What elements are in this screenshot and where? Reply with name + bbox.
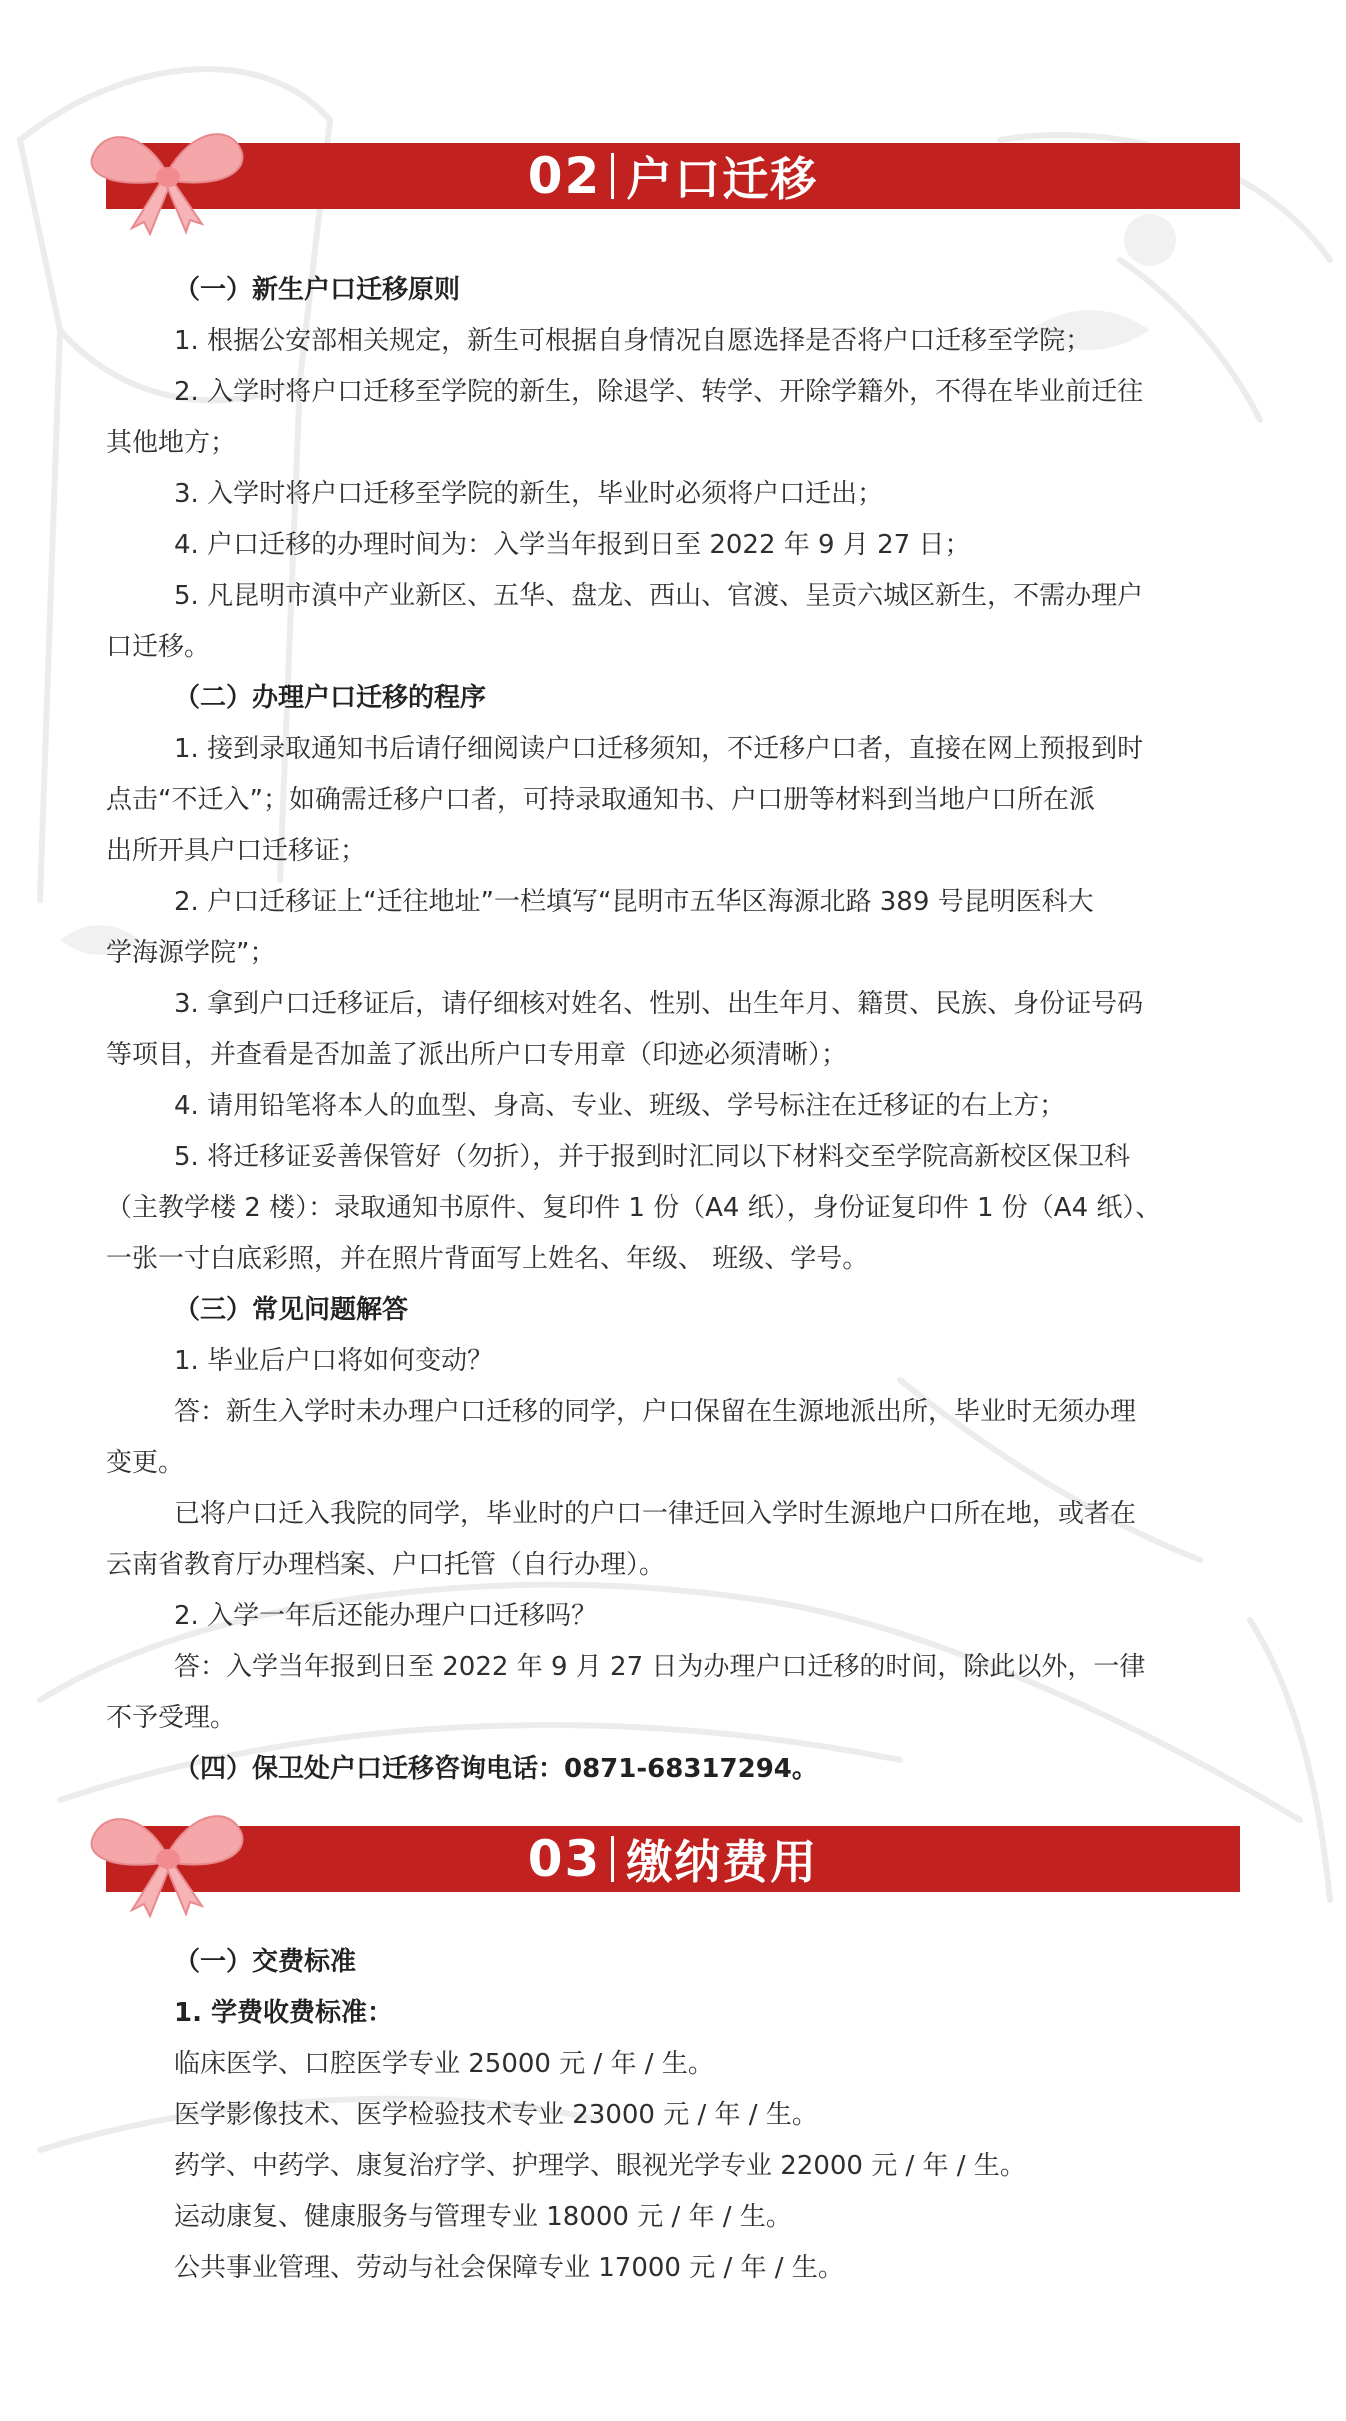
tuition-item: 临床医学、口腔医学专业 25000 元 / 年 / 生。 — [174, 2049, 714, 2079]
section-03-number: 03 — [527, 1830, 602, 1888]
paragraph-line: 其他地方； — [106, 428, 237, 458]
sub-heading-fee-standard: （一）交费标准 — [174, 1947, 357, 1977]
paragraph-line: 1. 根据公安部相关规定，新生可根据自身情况自愿选择是否将户口迁移至学院； — [174, 326, 1092, 356]
contact-phone-line: （四）保卫处户口迁移咨询电话：0871-68317294。 — [174, 1754, 818, 1784]
paragraph-line: 变更。 — [106, 1448, 185, 1478]
tuition-heading: 1. 学费收费标准： — [174, 1998, 394, 2028]
tuition-item: 运动康复、健康服务与管理专业 18000 元 / 年 / 生。 — [174, 2202, 792, 2232]
paragraph-line: 4. 户口迁移的办理时间为：入学当年报到日至 2022 年 9 月 27 日； — [174, 530, 971, 560]
paragraph-line: 1. 接到录取通知书后请仔细阅读户口迁移须知，不迁移户口者，直接在网上预报到时 — [174, 734, 1144, 764]
title-separator — [611, 1836, 614, 1882]
title-separator — [611, 153, 614, 199]
paragraph-line: 等项目，并查看是否加盖了派出所户口专用章（印迹必须清晰）； — [106, 1040, 848, 1070]
paragraph-line: 学海源学院”； — [106, 938, 276, 968]
paragraph-line: 2. 入学时将户口迁移至学院的新生，除退学、转学、开除学籍外，不得在毕业前迁往 — [174, 377, 1144, 407]
paragraph-line: 1. 毕业后户口将如何变动？ — [174, 1346, 494, 1376]
sub-heading-3: （三）常见问题解答 — [174, 1295, 409, 1325]
sub-heading-1: （一）新生户口迁移原则 — [174, 275, 461, 305]
paragraph-line: 已将户口迁入我院的同学，毕业时的户口一律迁回入学时生源地户口所在地，或者在 — [174, 1499, 1137, 1529]
paragraph-line: 5. 将迁移证妥善保管好（勿折），并于报到时汇同以下材料交至学院高新校区保卫科 — [174, 1142, 1131, 1172]
ribbon-bow-icon — [82, 118, 252, 238]
section-02-title — [106, 143, 1240, 209]
paragraph-line: 5. 凡昆明市滇中产业新区、五华、盘龙、西山、官渡、呈贡六城区新生，不需办理户 — [174, 581, 1144, 611]
paragraph-line: 出所开具户口迁移证； — [106, 836, 367, 866]
section-02-heading: 户口迁移 — [626, 152, 819, 206]
ribbon-bow-icon — [82, 1800, 252, 1920]
paragraph-line: 不予受理。 — [106, 1703, 237, 1733]
paragraph-line: 点击“不迁入”；如确需迁移户口者，可持录取通知书、户口册等材料到当地户口所在派 — [106, 785, 1095, 815]
paragraph-line: 2. 户口迁移证上“迁往地址”一栏填写“昆明市五华区海源北路 389 号昆明医科大 — [174, 887, 1094, 917]
tuition-item: 医学影像技术、医学检验技术专业 23000 元 / 年 / 生。 — [174, 2100, 818, 2130]
section-02-banner — [106, 143, 1240, 209]
section-03-banner — [106, 1826, 1240, 1892]
paragraph-line: 一张一寸白底彩照，并在照片背面写上姓名、年级、 班级、学号。 — [106, 1244, 869, 1274]
paragraph-line: 云南省教育厅办理档案、户口托管（自行办理）。 — [106, 1550, 666, 1580]
section-03-heading: 缴纳费用 — [626, 1835, 819, 1889]
paragraph-line: 4. 请用铅笔将本人的血型、身高、专业、班级、学号标注在迁移证的右上方； — [174, 1091, 1066, 1121]
tuition-item: 药学、中药学、康复治疗学、护理学、眼视光学专业 22000 元 / 年 / 生。 — [174, 2151, 1026, 2181]
paragraph-line: （主教学楼 2 楼）：录取通知书原件、复印件 1 份（A4 纸），身份证复印件 1 份（A4 纸）、 — [106, 1193, 1162, 1223]
paragraph-line: 答：入学当年报到日至 2022 年 9 月 27 日为办理户口迁移的时间，除此以外，一律 — [174, 1652, 1146, 1682]
sub-heading-2: （二）办理户口迁移的程序 — [174, 683, 487, 713]
paragraph-line: 口迁移。 — [106, 632, 211, 662]
section-02-number: 02 — [527, 147, 602, 205]
paragraph-line: 3. 入学时将户口迁移至学院的新生，毕业时必须将户口迁出； — [174, 479, 884, 509]
section-03-title — [106, 1826, 1240, 1892]
paragraph-line: 答：新生入学时未办理户口迁移的同学，户口保留在生源地派出所，毕业时无须办理 — [174, 1397, 1137, 1427]
tuition-item: 公共事业管理、劳动与社会保障专业 17000 元 / 年 / 生。 — [174, 2253, 844, 2283]
paragraph-line: 2. 入学一年后还能办理户口迁移吗？ — [174, 1601, 598, 1631]
paragraph-line: 3. 拿到户口迁移证后，请仔细核对姓名、性别、出生年月、籍贯、民族、身份证号码 — [174, 989, 1144, 1019]
